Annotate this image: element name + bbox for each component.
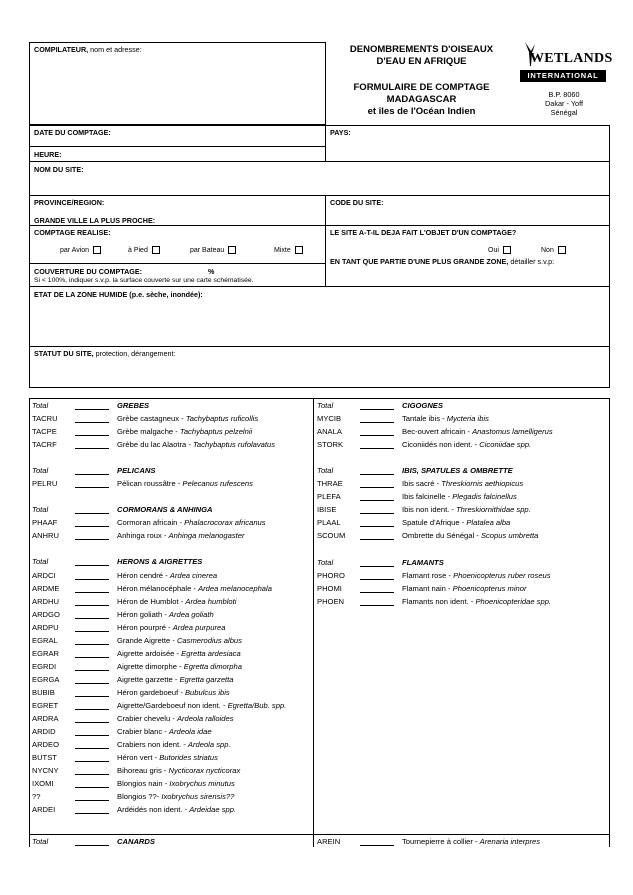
species-left-column (32, 0, 312, 895)
species-row (32, 478, 312, 490)
species-row (317, 596, 597, 608)
count-blank[interactable] (360, 579, 394, 580)
species-row (32, 517, 312, 529)
species-name: Crabier blanc - Ardeola idae (117, 727, 212, 737)
species-row (32, 596, 312, 608)
comptage-realise-label: COMPTAGE REALISE: (34, 228, 111, 237)
group-title: IBIS, SPATULES & OMBRETTE (402, 466, 513, 476)
species-name: Crabiers non ident. - Ardeola spp. (117, 740, 231, 750)
grande-ville-label: GRANDE VILLE LA PLUS PROCHE: (34, 216, 156, 225)
species-row (32, 804, 312, 816)
species-code: EGRAL (32, 635, 58, 645)
species-row (32, 413, 312, 425)
group-title: CIGOGNES (402, 401, 443, 410)
group-header (317, 465, 597, 477)
group-header (32, 400, 312, 412)
group-title: FLAMANTS (402, 557, 444, 567)
count-blank[interactable] (360, 845, 394, 846)
mixte-option[interactable]: Mixte (274, 246, 303, 254)
species-code: EGRAR (32, 648, 60, 658)
species-row (32, 583, 312, 595)
statut-label: STATUT DU SITE, protection, dérangement: (34, 349, 176, 358)
species-name: Aigrette ardoisée - Egretta ardesiaca (117, 648, 241, 658)
species-name: Ibis non ident. - Threskiornithidae spp. (402, 505, 531, 515)
couverture-label: COUVERTURE DU COMPTAGE: (34, 267, 143, 276)
form-subtitle-line3: et îles de l'Océan Indien (367, 106, 476, 117)
zone-label: EN TANT QUE PARTIE D'UNE PLUS GRANDE ZONE, détailler s.v.p: (330, 257, 555, 266)
species-row (317, 439, 597, 451)
species-name: Grèbe du lac Alaotra - Tachybaptus rufolavatus (117, 440, 276, 450)
count-blank[interactable] (75, 657, 109, 658)
count-blank[interactable] (75, 605, 109, 606)
species-code: TACPE (32, 427, 57, 437)
species-row (317, 426, 597, 438)
deja-compte-label: LE SITE A-T-IL DEJA FAIT L'OBJET D'UN COMPTAGE? (330, 228, 517, 237)
species-row (32, 622, 312, 634)
species-row (32, 609, 312, 621)
species-row (32, 426, 312, 438)
species-code: ARDCI (32, 570, 56, 580)
species-row (32, 778, 312, 790)
count-blank[interactable] (360, 448, 394, 449)
total-blank[interactable] (360, 474, 394, 475)
count-blank[interactable] (360, 422, 394, 423)
group-header (32, 465, 312, 477)
logo-wordmark: WETLANDS (530, 51, 613, 66)
count-blank[interactable] (360, 526, 394, 527)
species-name: Ibis sacré - Threskiornis aethiopicus (402, 479, 524, 489)
total-label: Total (32, 401, 49, 410)
species-row (32, 726, 312, 738)
species-row (317, 504, 597, 516)
heure-label: HEURE: (34, 150, 62, 159)
count-blank[interactable] (75, 631, 109, 632)
total-label: Total (32, 837, 49, 846)
count-blank[interactable] (75, 748, 109, 749)
count-blank[interactable] (75, 526, 109, 527)
species-name: Grèbe malgache - Tachybaptus pelzelnii (117, 427, 253, 437)
count-blank[interactable] (360, 592, 394, 593)
count-blank[interactable] (75, 422, 109, 423)
count-blank[interactable] (75, 539, 109, 540)
total-label: Total (32, 505, 49, 515)
total-label: Total (317, 557, 334, 567)
count-blank[interactable] (360, 513, 394, 514)
species-name: Héron gardeboeuf - Bubulcus ibis (117, 687, 230, 697)
count-blank[interactable] (360, 605, 394, 606)
species-name: Ardéidés non ident. - Ardeidae spp. (117, 805, 237, 815)
species-code: ARDRA (32, 714, 59, 724)
species-code: ARDGO (32, 609, 60, 619)
species-row (317, 478, 597, 490)
total-blank[interactable] (360, 566, 394, 567)
date-label: DATE DU COMPTAGE: (34, 128, 111, 137)
species-row (32, 661, 312, 673)
species-code: IXOMI (32, 779, 54, 789)
count-blank[interactable] (75, 448, 109, 449)
species-row (317, 583, 597, 595)
species-name: Héron pourpré - Ardea purpurea (117, 622, 226, 632)
species-row (317, 413, 597, 425)
species-name: Ibis falcinelle - Plegadis falcinellus (402, 492, 517, 502)
count-blank[interactable] (75, 709, 109, 710)
species-code: MYCIB (317, 414, 342, 424)
group-header (32, 836, 312, 848)
species-code: BUTST (32, 753, 57, 763)
species-row (32, 439, 312, 451)
species-name: Héron vert - Butorides striatus (117, 753, 218, 763)
total-blank[interactable] (75, 513, 109, 514)
species-code: NYCNY (32, 766, 59, 776)
species-code: AREIN (317, 837, 341, 846)
species-right-column (317, 0, 607, 895)
species-name: Grèbe castagneux - Tachybaptus ruficollis (117, 414, 259, 424)
species-name: Aigrette dimorphe - Egretta dimorpha (117, 661, 242, 671)
species-code: EGRET (32, 701, 59, 710)
total-label: Total (32, 466, 49, 476)
count-blank[interactable] (75, 787, 109, 788)
pays-label: PAYS: (330, 128, 351, 137)
count-blank[interactable] (75, 487, 109, 488)
count-blank[interactable] (360, 539, 394, 540)
page-title-line1: DENOMBREMENTS D'OISEAUX (349, 44, 494, 55)
species-code: PELRU (32, 479, 58, 489)
species-row (32, 648, 312, 660)
species-code: EGRGA (32, 674, 60, 684)
group-header (317, 400, 597, 412)
count-blank[interactable] (75, 644, 109, 645)
group-header (317, 557, 597, 569)
species-code: ARDID (32, 727, 56, 737)
par-avion-option[interactable]: par Avion (60, 246, 101, 254)
species-code: IBISE (317, 505, 337, 515)
species-name: Pélican roussâtre - Pelecanus rufescens (117, 479, 253, 489)
total-blank[interactable] (75, 409, 109, 410)
species-code: STORK (317, 440, 344, 450)
species-name: Héron de Humblot - Ardea humbloti (117, 596, 237, 606)
species-row (32, 700, 312, 712)
logo-bar: INTERNATIONAL (520, 70, 606, 82)
count-blank[interactable] (360, 487, 394, 488)
species-code: THRAE (317, 479, 343, 489)
species-row (317, 570, 597, 582)
species-code: SCOUM (317, 531, 346, 541)
species-code: PLAAL (317, 518, 341, 528)
species-row (32, 765, 312, 777)
species-name: Tournepierre à collier - Arenaria interpres (402, 837, 541, 846)
group-header (32, 504, 312, 516)
oui-option[interactable]: Oui (488, 246, 511, 254)
species-code: PLEFA (317, 492, 341, 502)
species-row (32, 635, 312, 647)
total-label: Total (32, 557, 49, 567)
species-name: Blongios nain - Ixobrychus minutus (117, 779, 235, 789)
count-blank[interactable] (75, 813, 109, 814)
species-row (32, 791, 312, 803)
non-option[interactable]: Non (541, 246, 566, 254)
group-title: HERONS & AIGRETTES (117, 557, 203, 567)
species-code: PHOEN (317, 596, 345, 606)
species-code: ARDEO (32, 740, 60, 750)
compilateur-label: COMPILATEUR, nom et adresse: (34, 45, 142, 54)
species-code: ARDHU (32, 596, 60, 606)
form-subtitle-line1: FORMULAIRE DE COMPTAGE (353, 82, 490, 93)
nom-site-label: NOM DU SITE: (34, 165, 84, 174)
total-blank[interactable] (75, 474, 109, 475)
species-row (317, 517, 597, 529)
count-blank[interactable] (75, 800, 109, 801)
species-name: Ciconiidés non ident. - Ciconiidae spp. (402, 440, 532, 450)
species-name: Héron cendré - Ardea cinerea (117, 570, 218, 580)
province-label: PROVINCE/REGION: (34, 198, 105, 207)
species-name: Grande Aigrette - Casmerodius albus (117, 635, 242, 645)
species-code: EGRDI (32, 661, 57, 671)
species-row (32, 674, 312, 686)
code-site-label: CODE DU SITE: (330, 198, 384, 207)
species-code: ARDEI (32, 805, 56, 815)
species-code: PHORO (317, 570, 345, 580)
species-name: Héron mélanocéphale - Ardea melanocephala (117, 583, 272, 593)
page-title-line2: D'EAU EN AFRIQUE (376, 56, 467, 67)
count-blank[interactable] (75, 670, 109, 671)
species-name: Bec-ouvert africain - Anastomus lamelligerus (402, 427, 553, 437)
species-row (317, 530, 597, 542)
species-name: Aigrette garzette - Egretta garzetta (117, 674, 234, 684)
a-pied-option[interactable]: à Pied (128, 246, 160, 254)
species-name: Spatule d'Afrique - Platalea alba (402, 518, 511, 528)
count-blank[interactable] (75, 618, 109, 619)
group-title: CORMORANS & ANHINGA (117, 505, 213, 515)
count-blank[interactable] (75, 722, 109, 723)
percent-sign: % (208, 267, 215, 276)
count-blank[interactable] (75, 696, 109, 697)
address-line2: Dakar - Yoff (545, 99, 583, 108)
species-code: PHAAF (32, 518, 58, 528)
couverture-note: Si < 100%, indiquer s.v.p. la surface couverte sur une carte schématisée. (34, 277, 254, 284)
total-label: Total (317, 401, 334, 410)
species-name: Aigrette/Gardeboeuf non ident. - Egretta/Bub. spp. (117, 701, 287, 710)
species-name: Flamants non ident. - Phoenicopteridae spp. (402, 596, 552, 606)
species-row (32, 570, 312, 582)
count-blank[interactable] (75, 592, 109, 593)
species-name: Tantale ibis - Mycteria ibis (402, 414, 489, 424)
address-line1: B.P. 8060 (548, 90, 580, 99)
count-blank[interactable] (75, 761, 109, 762)
count-blank[interactable] (75, 735, 109, 736)
species-code: ARDME (32, 583, 60, 593)
species-name: Cormoran africain - Phalacrocorax africanus (117, 518, 266, 528)
species-row (32, 739, 312, 751)
species-name: Héron goliath - Ardea goliath (117, 609, 214, 619)
species-row (317, 491, 597, 503)
count-blank[interactable] (75, 683, 109, 684)
group-header (32, 556, 312, 568)
species-code: TACRU (32, 414, 58, 424)
species-row (32, 713, 312, 725)
form-subtitle-line2: MADAGASCAR (386, 94, 457, 105)
species-code: ?? (32, 792, 41, 802)
count-blank[interactable] (360, 500, 394, 501)
total-blank[interactable] (75, 845, 109, 846)
species-code: TACRF (32, 440, 57, 450)
species-row (32, 687, 312, 699)
total-label: Total (317, 466, 334, 476)
species-name: Flamant nain - Phoenicopterus minor (402, 583, 527, 593)
group-title: GREBES (117, 401, 150, 410)
species-divider (313, 398, 314, 847)
species-code: BUBIB (32, 687, 55, 697)
address-line3: Sénégal (550, 108, 578, 117)
species-name: Bihoreau gris - Nycticorax nycticorax (117, 766, 241, 776)
species-code: ANALA (317, 427, 342, 437)
species-name: Crabier chevelu - Ardeola ralloides (117, 714, 234, 724)
species-name: Blongios ??- Ixobrychus sirensis?? (117, 792, 235, 802)
species-code: ANHRU (32, 531, 60, 541)
count-blank[interactable] (75, 579, 109, 580)
total-blank[interactable] (75, 565, 109, 566)
species-name: Flamant rose - Phoenicopterus ruber roseus (402, 570, 551, 580)
etat-label: ETAT DE LA ZONE HUMIDE (p.e. sèche, inondée): (34, 290, 203, 299)
count-blank[interactable] (360, 435, 394, 436)
species-code: ARDPU (32, 622, 59, 632)
species-row (32, 752, 312, 764)
species-name: Anhinga roux - Anhinga melanogaster (117, 531, 245, 541)
species-row (32, 530, 312, 542)
total-blank[interactable] (360, 409, 394, 410)
species-code: PHOMI (317, 583, 342, 593)
species-row-bottom-right (317, 836, 607, 848)
count-blank[interactable] (75, 774, 109, 775)
par-bateau-option[interactable]: par Bateau (190, 246, 236, 254)
species-name: Ombrette du Sénégal - Scopus umbretta (402, 531, 539, 541)
group-title: PELICANS (117, 466, 156, 476)
count-blank[interactable] (75, 435, 109, 436)
group-title: CANARDS (117, 837, 155, 846)
